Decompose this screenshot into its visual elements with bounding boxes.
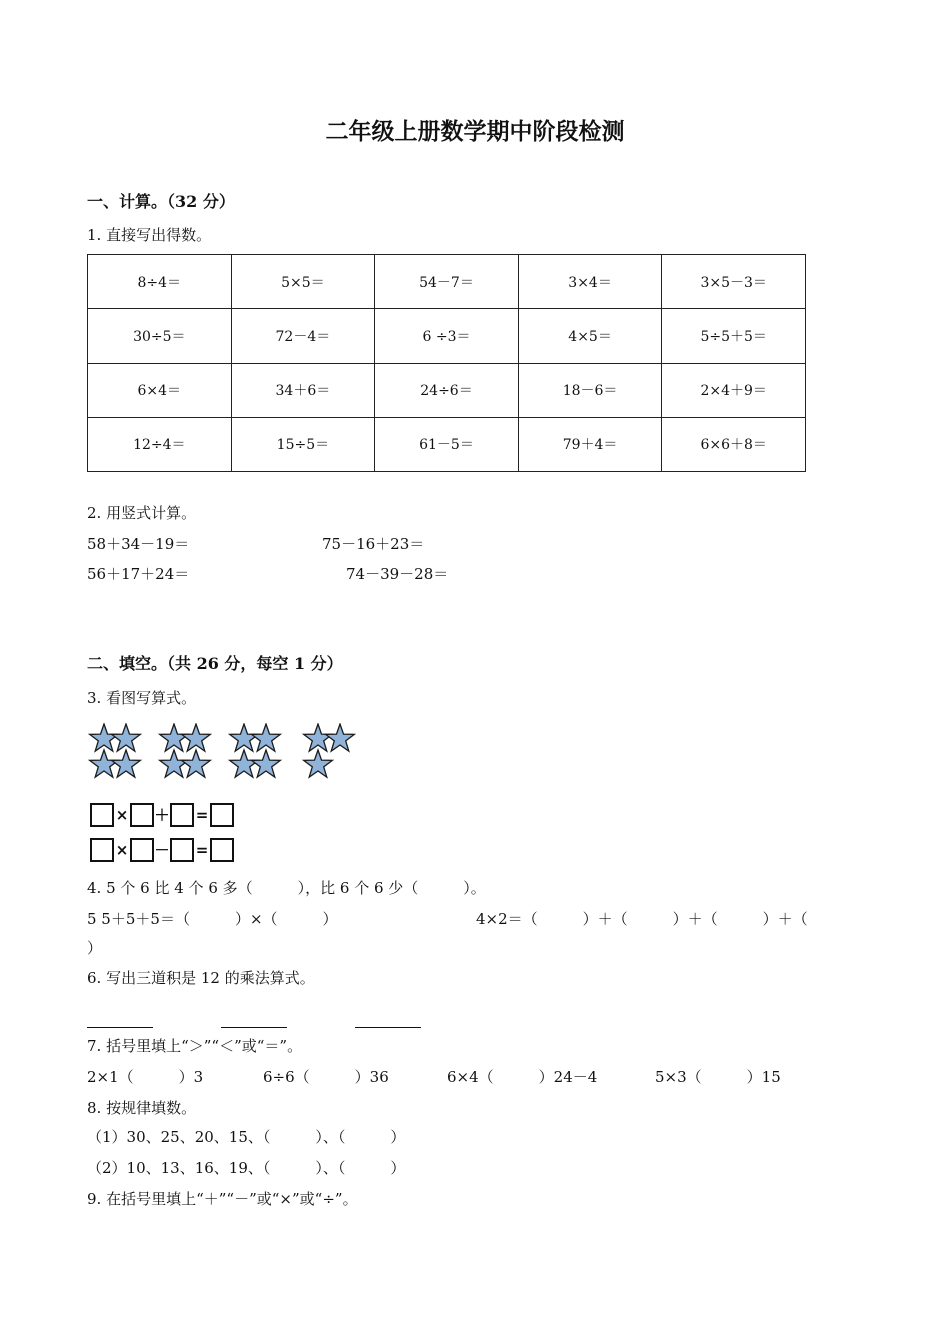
star-icon — [182, 750, 211, 777]
answer-box[interactable] — [210, 803, 234, 827]
calc-cell: 12÷4＝ — [88, 417, 232, 471]
star-icon — [230, 750, 259, 777]
answer-line[interactable] — [221, 1014, 287, 1032]
answer-line[interactable] — [355, 1014, 421, 1032]
pattern-line: （2）10、13、16、19、（ ）、（ ） — [87, 1159, 406, 1177]
calc-cell: 34＋6＝ — [231, 363, 375, 417]
star-icon — [326, 724, 355, 751]
star-icon — [230, 724, 259, 751]
answer-box[interactable] — [210, 838, 234, 862]
compare-item: 6÷6（ ）36 — [263, 1068, 389, 1086]
star-icon — [90, 750, 119, 777]
question-4: 4. 5 个 6 比 4 个 6 多（ ），比 6 个 6 少（ ）。 — [87, 879, 486, 897]
calc-table — [87, 254, 806, 472]
operator: ＋ — [154, 806, 170, 824]
question-9: 9. 在括号里填上“＋”“－”或“×”或“÷”。 — [87, 1190, 358, 1208]
calc-cell: 72－4＝ — [231, 309, 375, 363]
calc-cell: 2×4＋9＝ — [662, 363, 806, 417]
vertical-calc-item: 56＋17＋24＝ — [87, 565, 190, 583]
calc-cell: 3×5－3＝ — [662, 255, 806, 309]
question-7: 7. 括号里填上“＞”“＜”或“＝”。 — [87, 1037, 303, 1055]
table-row — [88, 255, 806, 309]
star-icon — [304, 750, 333, 777]
calc-cell: 61－5＝ — [375, 417, 519, 471]
answer-box[interactable] — [170, 803, 194, 827]
calc-cell: 18－6＝ — [518, 363, 662, 417]
calc-cell: 30÷5＝ — [88, 309, 232, 363]
operator: × — [115, 806, 129, 824]
star-icon — [112, 750, 141, 777]
question-2-label: 2. 用竖式计算。 — [87, 504, 197, 522]
table-row — [88, 417, 806, 471]
calc-cell: 8÷4＝ — [88, 255, 232, 309]
vertical-calc-item: 58＋34－19＝ — [87, 535, 190, 553]
question-5-tail: ） — [87, 939, 103, 957]
table-row — [88, 363, 806, 417]
star-picture — [88, 723, 378, 783]
star-icon — [160, 750, 189, 777]
question-5-part-2: 4×2＝（ ）＋（ ）＋（ ）＋（ — [476, 910, 808, 928]
calc-cell: 6×4＝ — [88, 363, 232, 417]
calc-cell: 5÷5＋5＝ — [662, 309, 806, 363]
answer-box[interactable] — [170, 838, 194, 862]
vertical-calc-item: 75－16＋23＝ — [322, 535, 425, 553]
star-icon — [112, 724, 141, 751]
answer-box[interactable] — [90, 838, 114, 862]
star-icon — [304, 724, 333, 751]
section-heading-calc: 一、计算。（32 分） — [87, 192, 235, 211]
star-icon — [90, 724, 119, 751]
star-icon — [252, 750, 281, 777]
question-3-label: 3. 看图写算式。 — [87, 689, 197, 707]
vertical-calc-item: 74－39－28＝ — [346, 565, 449, 583]
equation-row-2 — [90, 838, 234, 862]
calc-cell: 4×5＝ — [518, 309, 662, 363]
compare-item: 6×4（ ）24－4 — [447, 1068, 598, 1086]
compare-item: 5×3（ ）15 — [655, 1068, 781, 1086]
star-icon — [182, 724, 211, 751]
calc-cell: 24÷6＝ — [375, 363, 519, 417]
star-icon — [160, 724, 189, 751]
calc-cell: 6 ÷3＝ — [375, 309, 519, 363]
operator: － — [154, 841, 170, 859]
question-1-label: 1. 直接写出得数。 — [87, 226, 212, 244]
table-row — [88, 309, 806, 363]
equation-row-1 — [90, 803, 234, 827]
operator: = — [195, 806, 209, 824]
section-heading-fill: 二、填空。（共 26 分，每空 1 分） — [87, 654, 343, 673]
calc-cell: 15÷5＝ — [231, 417, 375, 471]
compare-item: 2×1（ ）3 — [87, 1068, 204, 1086]
calc-cell: 6×6＋8＝ — [662, 417, 806, 471]
calc-cell: 54－7＝ — [375, 255, 519, 309]
operator: × — [115, 841, 129, 859]
calc-cell: 3×4＝ — [518, 255, 662, 309]
question-5-part-1: 5 5＋5＋5＝（ ）×（ ） — [87, 910, 338, 928]
answer-box[interactable] — [130, 838, 154, 862]
calc-cell: 5×5＝ — [231, 255, 375, 309]
operator: = — [195, 841, 209, 859]
page-title: 二年级上册数学期中阶段检测 — [325, 118, 625, 145]
question-6: 6. 写出三道积是 12 的乘法算式。 — [87, 969, 315, 987]
answer-box[interactable] — [90, 803, 114, 827]
pattern-line: （1）30、25、20、15、（ ）、（ ） — [87, 1128, 406, 1146]
answer-line[interactable] — [87, 1014, 153, 1032]
answer-box[interactable] — [130, 803, 154, 827]
question-8: 8. 按规律填数。 — [87, 1099, 197, 1117]
star-icon — [252, 724, 281, 751]
calc-cell: 79＋4＝ — [518, 417, 662, 471]
